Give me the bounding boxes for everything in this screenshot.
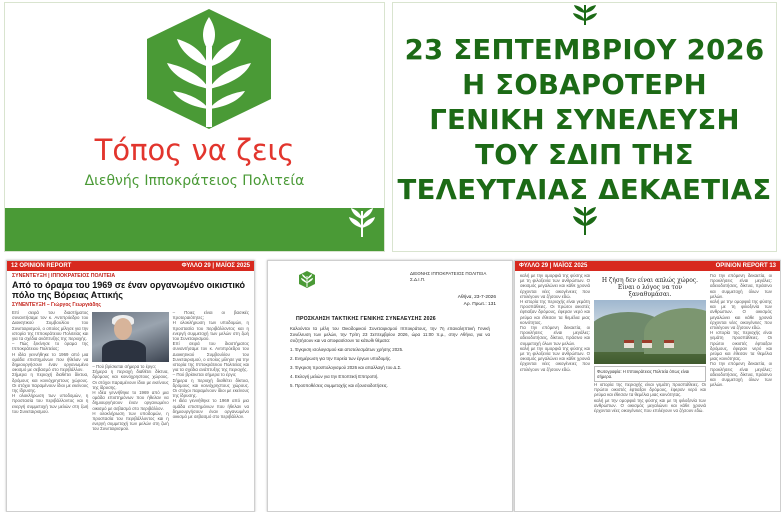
column-1 bbox=[520, 273, 590, 413]
letter-intro: Καλούνται τα μέλη του Οικοδομικού Συνεταιρισμού Ιπποκράτους, την 7η επαναληπτική Γενική Συνέλευση των μελών, την Τρίτη 23 Σεπτεμβρίου 2026, ώρα 11:00 π.μ., στην Αθήνα, για να συζητήσουν και να αποφασίσουν τα κάτωθι θέματα: bbox=[290, 326, 490, 343]
organization-name: ΔΙΕΘΝΗΣ ΙΠΠΟΚΡΑΤΕΙΟΣ ΠΟΛΙΤΕΙΑ Σ.Δ.Ι.Π. bbox=[410, 271, 487, 282]
date-text: Αθήνα, 23-7-2026 bbox=[457, 295, 496, 300]
agenda-item: 2. Ενημέρωση για την πορεία των έργων υποδομής. bbox=[290, 356, 392, 361]
paragraph: Η ιστορία της περιοχής είναι γεμάτη προσπάθειες. Οι πρώτοι οικιστές έφτιαξαν δρόμους, έφεραν νερό και ρεύμα και έθεσαν τα θεμέλια μιας κοινότητας. bbox=[520, 299, 590, 325]
paragraph: Η ολοκλήρωση των υποδομών, η προστασία του περιβάλλοντος και η ενεργή συμμετοχή των μελών στη ζωή του Συνεταιρισμού. bbox=[172, 320, 249, 342]
article-byline: ΣΥΝΕΝΤΕΥΞΗ – Γιώργος Γεωργιάδης bbox=[12, 302, 102, 308]
header-left: ΦΥΛΛΟ 29 | ΜΑΪΟΣ 2025 bbox=[519, 263, 588, 269]
paragraph: καλή με την ομορφιά της φύσης και με τη φιλοξενία των ανθρώπων. Ο οικισμός μεγαλώνει και κάθε χρονιά έρχονται νέες οικογένειες που επιλέγουν να ζήσουν εδώ. bbox=[520, 345, 590, 372]
article-columns bbox=[7, 310, 254, 432]
agenda-item: 5. Προϋποθέσεις συμμετοχής και εξουσιοδοτήσεις. bbox=[290, 383, 389, 388]
photo-caption: Φωτογραφία: Η Ιπποκράτειος Πολιτεία όπως είναι σήμερα. bbox=[594, 366, 706, 382]
paragraph: Σήμερα η περιοχή διαθέτει δίκτυα, δρόμους και κοινόχρηστους χώρους. Οι στόχοι παραμένουν ίδιοι με εκείνους της ίδρυσης. bbox=[92, 369, 169, 390]
logo-subtitle: Διεθνής Ιπποκράτειος Πολιτεία bbox=[84, 173, 305, 189]
article-headline: Από το όραμα του 1969 σε έναν οργανωμένο οικιστικό πόλο της Βόρειας Αττικής bbox=[12, 280, 246, 300]
paragraph: Σήμερα η περιοχή διαθέτει δίκτυα, δρόμους και κοινόχρηστους χώρους. Οι στόχοι παραμένουν ίδιοι με εκείνους της ίδρυσης. bbox=[172, 377, 249, 399]
paragraph: Η ιστορία της περιοχής είναι γεμάτη προσπάθειες. Οι πρώτοι οικιστές έφτιαξαν δρόμους, έφεραν νερό και ρεύμα και έθεσαν τα θεμέλια μιας κοινότητας. bbox=[594, 382, 706, 398]
paragraph: Επί σειρά του διαστήματος συναντήσαμε τον κ. Αντιπρόεδρο του Διοικητικού Συμβουλίου του Συνεταιρισμού, ο οποίος μίλησε για την ιστορία της Ιπποκράτειου Πολιτείας και για τα σχέδια ανάπτυξης της περιοχής. bbox=[172, 341, 249, 373]
paragraph: καλή με την ομορφιά της φύσης και με τη φιλοξενία των ανθρώπων. Ο οικισμός μεγαλώνει και κάθε χρονιά έρχονται νέες οικογένειες που επιλέγουν να ζήσουν εδώ. bbox=[710, 299, 772, 331]
paragraph: Για την επόμενη δεκαετία, οι προκλήσεις είναι μεγάλες: αδειοδοτήσεις, δίκτυα, πράσινο και συμμετοχή όλων των μελών. bbox=[710, 361, 772, 388]
logo-panel bbox=[4, 2, 385, 252]
letter-body bbox=[268, 326, 512, 389]
agenda-item: 4. Εκλογή μελών για την Εποπτική Επιτροπή. bbox=[290, 374, 379, 379]
logo-name: Τόπος να ζεις bbox=[94, 133, 295, 167]
paragraph: Η ιδέα γεννήθηκε το 1969 από μια ομάδα επιστημόνων που ήθελαν να δημιουργήσουν έναν οργανωμένο οικισμό με σεβασμό στο περιβάλλον. bbox=[12, 351, 89, 373]
column-2 bbox=[92, 310, 168, 432]
paragraph: Η ολοκλήρωση των υποδομών, η προστασία του περιβάλλοντος και η ενεργή συμμετοχή των μελών στη ζωή του Συνεταιρισμού. bbox=[12, 393, 89, 414]
header-right: ΦΥΛΛΟ 29 | ΜΑΪΟΣ 2025 bbox=[181, 263, 250, 269]
paragraph: Για την επόμενη δεκαετία, οι προκλήσεις είναι μεγάλες: αδειοδοτήσεις, δίκτυα, πράσινο και συμμετοχή όλων των μελών. bbox=[710, 273, 772, 299]
leaf-top-icon bbox=[571, 3, 599, 25]
letter-header bbox=[268, 261, 512, 289]
feature-headline: Η ζήση δεν είναι απλώς χώρος. Είναι ο λόγος να τον ξαναθυμάσαι. bbox=[601, 277, 699, 298]
column-1 bbox=[12, 310, 88, 432]
column-3 bbox=[710, 273, 772, 413]
section-kicker: ΣΥΝΕΝΤΕΥΞΗ | ΙΠΠΟΚΡΑΤΕΙΟΣ ΠΟΛΙΤΕΙΑ bbox=[12, 273, 116, 279]
paragraph: Σήμερα η περιοχή διαθέτει δίκτυα, δρόμους και κοινόχρηστους χώρους. Οι στόχοι παραμένουν ίδιοι με εκείνους της ίδρυσης. bbox=[12, 372, 89, 394]
event-title bbox=[393, 33, 776, 208]
leaf-bottom-icon bbox=[571, 205, 599, 235]
letter-heading: ΠΡΟΣΚΛΗΣΗ ΤΑΚΤΙΚΗΣ ΓΕΝΙΚΗΣ ΣΥΝΕΛΕΥΣΗΣ 2026 bbox=[296, 316, 436, 322]
interviewee-photo bbox=[92, 312, 168, 362]
column-3 bbox=[173, 310, 249, 432]
paragraph: καλή με την ομορφιά της φύσης και με τη φιλοξενία των ανθρώπων. Ο οικισμός μεγαλώνει και κάθε χρονιά έρχονται νέες οικογένειες που επιλέγουν να ζήσουν εδώ. bbox=[520, 273, 590, 299]
paragraph: Η ιστορία της περιοχής είναι γεμάτη προσπάθειες. Οι πρώτοι οικιστές έφτιαξαν δρόμους, έφεραν νερό και ρεύμα και έθεσαν τα θεμέλια μιας κοινότητας. bbox=[710, 330, 772, 362]
question: – Πώς ξεκίνησε το όραμα της Ιπποκράτειου Πολιτείας; bbox=[12, 341, 89, 352]
article-columns bbox=[515, 271, 780, 415]
letter-date bbox=[268, 289, 512, 308]
question: – Πού βρίσκεται σήμερα το έργο; bbox=[172, 372, 237, 378]
paragraph: καλή με την ομορφιά της φύσης και με τη φιλοξενία των ανθρώπων. Ο οικισμός μεγαλώνει και κάθε χρονιά έρχονται νέες οικογένειες που επιλέγουν να ζήσουν εδώ. bbox=[594, 397, 706, 414]
title-line: ΓΕΝΙΚΗ ΣΥΝΕΛΕΥΣΗ bbox=[429, 104, 740, 136]
title-line: ΤΟΥ ΣΔΙΠ ΤΗΣ bbox=[475, 139, 694, 171]
header-left: 12 OPINION REPORT bbox=[11, 263, 72, 269]
paragraph: Για την επόμενη δεκαετία, οι προκλήσεις είναι μεγάλες: αδειοδοτήσεις, δίκτυα, πράσινο και συμμετοχή όλων των μελών. bbox=[520, 325, 590, 346]
green-strip bbox=[5, 208, 384, 251]
agenda-item: 3. Έγκριση προϋπολογισμού 2026 και απαλλαγή του Δ.Σ. bbox=[290, 365, 402, 370]
header-right: OPINION REPORT 13 bbox=[715, 263, 776, 269]
title-panel bbox=[392, 2, 777, 252]
column-2 bbox=[594, 273, 706, 413]
newspaper-page-feature bbox=[514, 260, 781, 512]
question: – Πού βρίσκεται σήμερα το έργο; bbox=[92, 364, 157, 369]
title-line: Η ΣΟΒΑΡΟΤΕΡΗ bbox=[462, 69, 707, 101]
paragraph: Η ιδέα γεννήθηκε το 1969 από μια ομάδα επιστημόνων που ήθελαν να δημιουργήσουν έναν οργανωμένο οικισμό με σεβασμό στο περιβάλλον. bbox=[92, 390, 169, 411]
invitation-letter-page bbox=[267, 260, 513, 512]
page-header bbox=[7, 261, 254, 271]
page-header bbox=[515, 261, 780, 271]
paragraph: Η ολοκλήρωση των υποδομών, η προστασία του περιβάλλοντος και η ενεργή συμμετοχή των μελών στη ζωή του Συνεταιρισμού. bbox=[92, 410, 169, 432]
newspaper-page-interview bbox=[6, 260, 255, 512]
agenda-item: 1. Έγκριση ισολογισμού και αποτελεσμάτων χρήσης 2025. bbox=[290, 347, 404, 352]
title-line: ΤΕΛΕΥΤΑΙΑΣ ΔΕΚΑΕΤΙΑΣ bbox=[397, 174, 772, 206]
question: – Ποιες είναι οι βασικές προτεραιότητες; bbox=[172, 310, 249, 321]
tree-logo-icon bbox=[298, 271, 316, 289]
tree-small-icon bbox=[346, 205, 378, 239]
paragraph: Επί σειρά του διαστήματος συναντήσαμε τον κ. Αντιπρόεδρο του Διοικητικού Συμβουλίου του Συνεταιρισμού, ο οποίος μίλησε για την ιστορία της Ιπποκράτειου Πολιτείας και για τα σχέδια ανάπτυξης της περιοχής. bbox=[12, 310, 89, 342]
protocol-number: Αρ. Πρωτ.: 131 bbox=[463, 301, 496, 307]
paragraph: Η ιδέα γεννήθηκε το 1969 από μια ομάδα επιστημόνων που ήθελαν να δημιουργήσουν έναν οργανωμένο οικισμό με σεβασμό στο περιβάλλον. bbox=[172, 398, 249, 420]
tree-logo-icon bbox=[143, 7, 275, 132]
title-line: 23 ΣΕΠΤΕΜΒΡΙΟΥ 2026 bbox=[404, 34, 765, 66]
landscape-photo bbox=[594, 300, 706, 364]
